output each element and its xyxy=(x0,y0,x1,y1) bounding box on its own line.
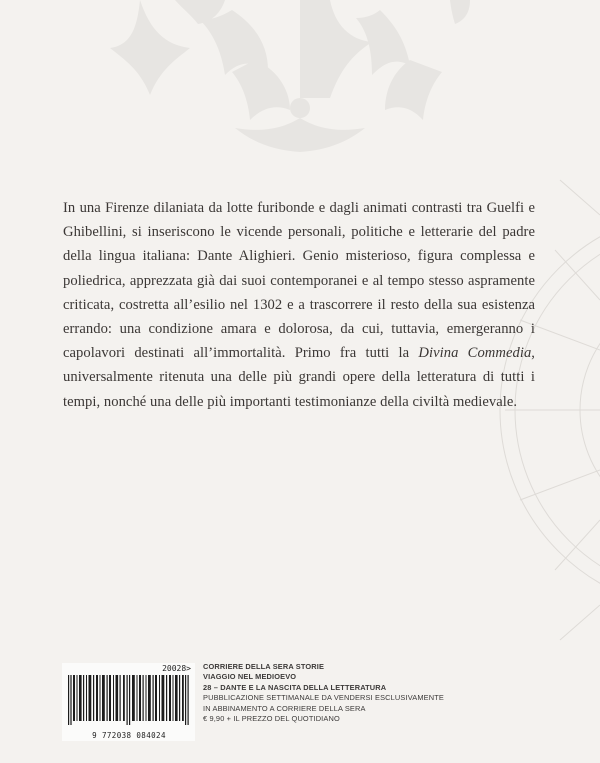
barcode-number: 9 772038 084024 xyxy=(92,731,166,740)
publication-note-2: IN ABBINAMENTO A CORRIERE DELLA SERA xyxy=(203,703,366,713)
fleur-ornament xyxy=(110,0,470,152)
publication-note-1: PUBBLICAZIONE SETTIMANALE DA VENDERSI ESCLUSIVAMENTE xyxy=(203,693,444,703)
blurb-part-2: , universalmente ritenuta una delle più grandi opere della letteratura di tutti i tempi, nonché una delle più importanti testimonianze della civiltà medievale. xyxy=(63,345,535,410)
price: € 9,90 + IL PREZZO DEL QUOTIDIANO xyxy=(203,714,340,724)
series-name: CORRIERE DELLA SERA STORIE xyxy=(203,662,325,671)
blurb-part-1: In una Firenze dilaniata da lotte furibonde e dagli animati contrasti tra Guelfi e Ghibellini, si inseriscono le vicende personali, politiche e letterarie del padre della lingua italiana: Dante Alighieri. Genio misterioso, figura complessa e poliedrica, apprezzata già dai suoi contemporanei e al tempo stesso aspramente criticata, costretta all’esilio nel 1302 e a trascorrere il resto della sua esistenza errando: una condizione amara e dolorosa, da cui, tuttavia, emergeranno i capolavori destinati all’immortalità. Primo fra tutti la xyxy=(63,200,535,362)
barcode-bars xyxy=(68,675,189,725)
blurb-text xyxy=(63,196,535,414)
colophon xyxy=(203,662,463,724)
collection-name: VIAGGIO NEL MEDIOEVO xyxy=(203,672,297,682)
barcode xyxy=(62,663,195,741)
barcode-addon: 20028> xyxy=(162,664,191,673)
work-title: Divina Commedia xyxy=(418,345,532,362)
blurb-paragraph xyxy=(63,196,535,414)
volume-title: 28 – DANTE E LA NASCITA DELLA LETTERATURA xyxy=(203,682,387,692)
